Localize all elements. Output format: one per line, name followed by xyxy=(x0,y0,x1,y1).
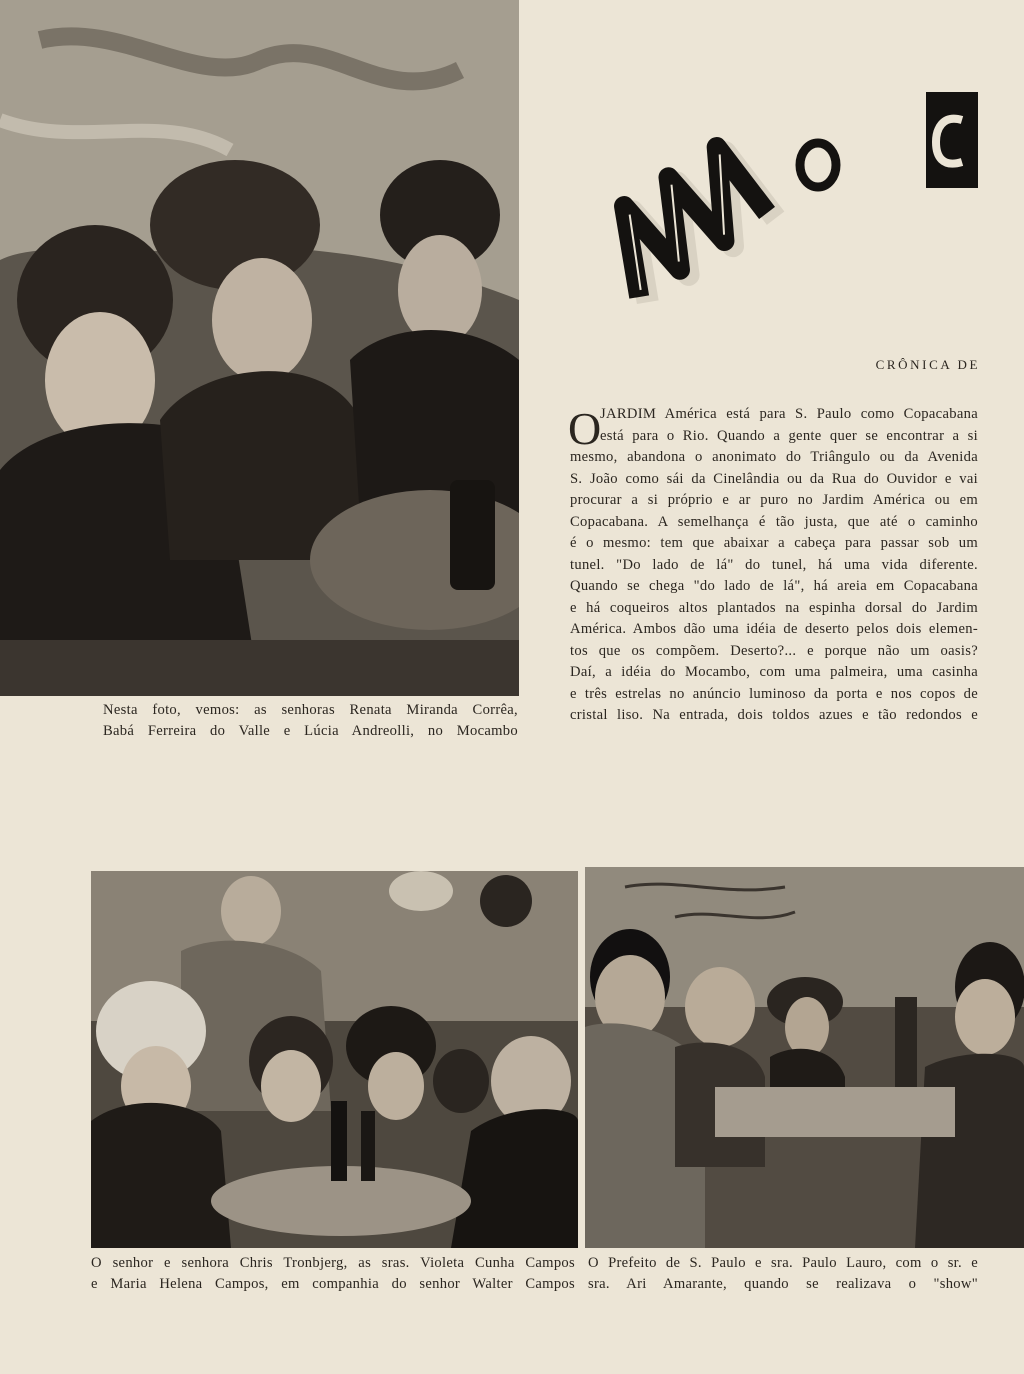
caption-line: Babá Ferreira do Valle e Lúcia Andreolli, no Mocambo xyxy=(103,723,518,739)
article-line: cristal liso. Na entrada, dois toldos azues e tão redondos e xyxy=(570,707,978,723)
caption-photo2 xyxy=(91,1253,575,1295)
article-line: e três estrelas no anúncio luminoso da porta e nos copos de xyxy=(570,685,978,702)
caption-line: Nesta foto, vemos: as senhoras Renata Miranda Corrêa, xyxy=(103,702,518,718)
caption-line: e Maria Helena Campos, em companhia do senhor Walter Campos xyxy=(91,1276,575,1292)
article-line: S. João como sái da Cinelândia ou da Rua do Ouvidor e vai xyxy=(570,470,978,487)
article-line: e há coqueiros altos plantados na espinha dorsal do Jardim xyxy=(570,599,978,616)
article-line: tos que os compõem. Deserto?... e porque não um oasis? xyxy=(570,642,978,659)
caption-line: O Prefeito de S. Paulo e sra. Paulo Lauro, com o sr. e xyxy=(588,1255,978,1271)
caption-line: sra. Ari Amarante, quando se realizava o "show" xyxy=(588,1276,978,1292)
title-logo xyxy=(590,90,980,310)
article-line: JARDIM América está para S. Paulo como Copacabana xyxy=(600,406,978,422)
article-line: está para o Rio. Quando a gente quer se encontrar a si xyxy=(600,427,978,444)
photo-three-women xyxy=(0,0,519,696)
caption-photo3 xyxy=(588,1253,978,1295)
article-line: América. Ambos dão uma idéia de deserto pelos dois elemen- xyxy=(570,621,978,637)
drop-cap: O xyxy=(568,403,602,454)
article-line: Daí, a idéia do Mocambo, com uma palmeira, uma casinha xyxy=(570,664,978,680)
article-line: é o mesmo: tem que abaixar a cabeça para passar sob um xyxy=(570,535,978,551)
photo-group-table xyxy=(91,871,578,1248)
caption-line: O senhor e senhora Chris Tronbjerg, as sras. Violeta Cunha Campos xyxy=(91,1255,575,1271)
article-line: Quando se chega "do lado de lá", há areia em Copacabana xyxy=(570,578,978,594)
byline: CRÔNICA DE xyxy=(875,357,980,372)
article-line: procurar a si próprio e ar puro no Jardim América ou em xyxy=(570,492,978,508)
article-line: mesmo, abandona o anonimato do Triângulo ou da Avenida xyxy=(570,449,978,465)
caption-photo1 xyxy=(103,700,518,742)
photo-mayor-table xyxy=(585,867,1024,1248)
article-body xyxy=(570,404,978,727)
article-line: Copacabana. A semelhança é tão justa, que até o caminho xyxy=(570,513,978,530)
article-line: tunel. "Do lado de lá" do tunel, há uma vida diferente. xyxy=(570,556,978,573)
